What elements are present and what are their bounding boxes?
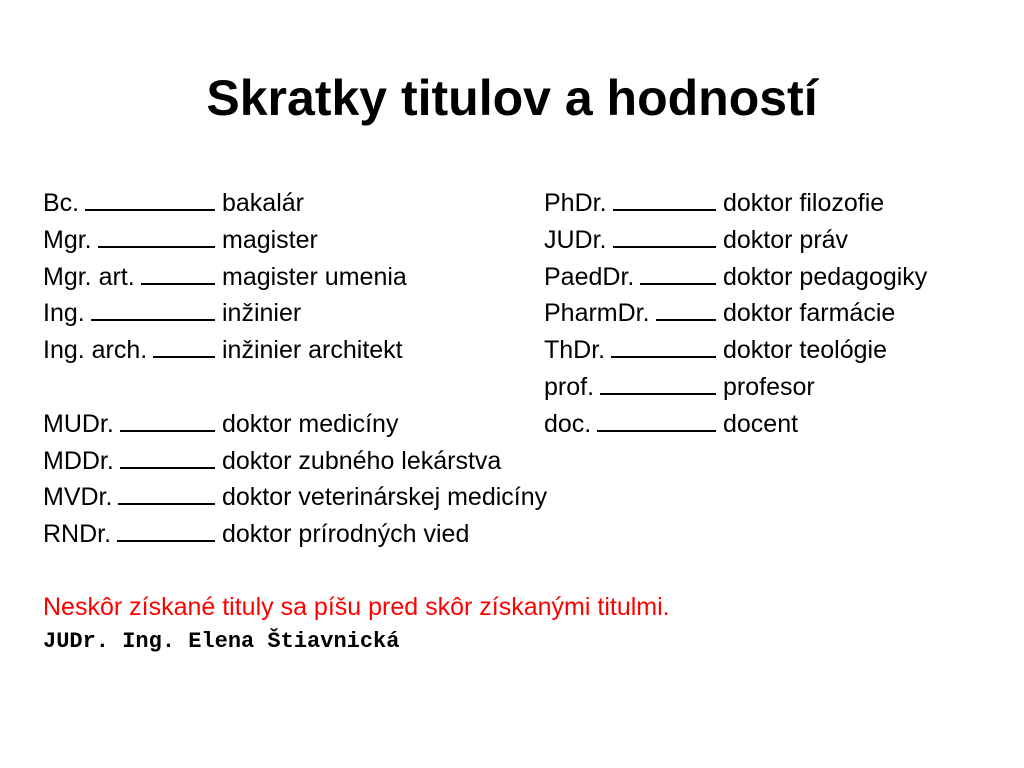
- blank-line: [120, 406, 215, 432]
- blank-line: [613, 185, 716, 211]
- abbreviation: PaedDr.: [544, 262, 635, 291]
- abbreviation: PhDr.: [544, 189, 607, 217]
- meaning: inžinier architekt: [222, 336, 403, 365]
- meaning: magister umenia: [222, 262, 407, 291]
- blank-line: [118, 479, 215, 505]
- abbreviation: Ing.: [43, 299, 85, 328]
- abbreviation: PharmDr.: [544, 299, 650, 328]
- slide-title: Skratky titulov a hodností: [206, 70, 818, 126]
- blank-line: [597, 406, 716, 432]
- abbreviation: Ing. arch.: [43, 336, 148, 365]
- meaning: doktor farmácie: [723, 299, 896, 328]
- blank-line: [611, 332, 716, 358]
- meaning: doktor prírodných vied: [222, 520, 470, 549]
- abbreviation: JUDr.: [544, 225, 607, 254]
- blank-line: [85, 185, 215, 211]
- meaning: doktor pedagogiky: [723, 262, 928, 291]
- meaning: doktor práv: [723, 225, 849, 254]
- meaning: magister: [222, 225, 318, 254]
- blank-line: [656, 295, 716, 321]
- meaning: doktor filozofie: [723, 189, 885, 217]
- blank-line: [613, 222, 717, 248]
- abbreviation: MDDr.: [43, 446, 114, 475]
- abbreviation: ThDr.: [544, 336, 606, 365]
- meaning: docent: [723, 409, 799, 438]
- blank-line: [141, 259, 215, 285]
- blank-line: [153, 332, 215, 358]
- blank-line: [600, 369, 716, 395]
- meaning: doktor teológie: [723, 336, 888, 365]
- abbreviation: MVDr.: [43, 483, 113, 512]
- blank-line: [98, 222, 215, 248]
- abbreviation: prof.: [544, 372, 595, 401]
- blank-line: [117, 516, 215, 542]
- abbreviation: RNDr.: [43, 520, 112, 549]
- meaning: bakalár: [222, 189, 304, 217]
- example-name: JUDr. Ing. Elena Štiavnická: [43, 629, 400, 654]
- blank-line: [640, 259, 716, 285]
- blank-line: [120, 443, 215, 469]
- ordering-note: Neskôr získané tituly sa píšu pred skôr získanými titulmi.: [43, 593, 670, 621]
- meaning: doktor zubného lekárstva: [222, 446, 502, 475]
- meaning: doktor medicíny: [222, 409, 399, 438]
- abbreviation: Mgr.: [43, 225, 92, 254]
- abbreviation: MUDr.: [43, 409, 114, 438]
- abbreviation: Mgr. art.: [43, 262, 135, 291]
- blank-line: [91, 295, 215, 321]
- meaning: inžinier: [222, 299, 302, 328]
- meaning: profesor: [723, 372, 815, 401]
- meaning: doktor veterinárskej medicíny: [222, 483, 548, 512]
- abbreviation: Bc.: [43, 189, 80, 217]
- abbreviation: doc.: [544, 409, 592, 438]
